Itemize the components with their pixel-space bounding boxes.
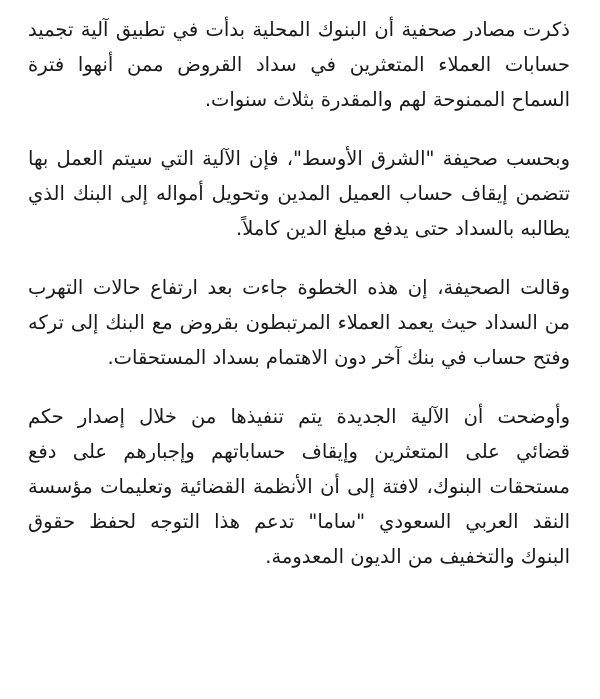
paragraph-2 (28, 141, 570, 246)
text-line: السماح الممنوحة لهم والمقدرة بثلاث سنوات. (204, 88, 570, 111)
text-line: وفتح حساب في بنك آخر دون الاهتمام بسداد المستحقات. (107, 346, 570, 369)
text-line: وقالت الصحيفة، إن هذه الخطوة جاءت بعد ارتفاع حالات التهرب (28, 276, 570, 299)
paragraph-3 (28, 270, 570, 375)
text-line: من السداد حيث يعمد العملاء المرتبطون بقروض مع البنك إلى تركه (28, 311, 570, 334)
text-line: مستحقات البنوك، لافتة إلى أن الأنظمة القضائية وتعليمات مؤسسة (28, 475, 570, 498)
text-line: قضائي على المتعثرين وإيقاف حساباتهم وإجبارهم على دفع (28, 440, 570, 463)
text-line: النقد العربي السعودي "ساما" تدعم هذا التوجه لحفظ حقوق (28, 510, 570, 533)
text-line: تتضمن إيقاف حساب العميل المدين وتحويل أمواله إلى البنك الذي (28, 182, 570, 205)
text-line: وبحسب صحيفة "الشرق الأوسط"، فإن الآلية التي سيتم العمل بها (28, 147, 570, 170)
paragraph-1 (28, 12, 570, 117)
text-line: حسابات العملاء المتعثرين في سداد القروض ممن أنهوا فترة (28, 53, 570, 76)
text-line: وأوضحت أن الآلية الجديدة يتم تنفيذها من خلال إصدار حكم (28, 405, 570, 428)
text-line: ذكرت مصادر صحفية أن البنوك المحلية بدأت في تطبيق آلية تجميد (28, 18, 570, 41)
text-line: يطالبه بالسداد حتى يدفع مبلغ الدين كاملاً. (236, 217, 570, 240)
paragraph-4 (28, 399, 570, 574)
text-line: البنوك والتخفيف من الديون المعدومة. (265, 545, 570, 568)
article-body (28, 12, 570, 598)
